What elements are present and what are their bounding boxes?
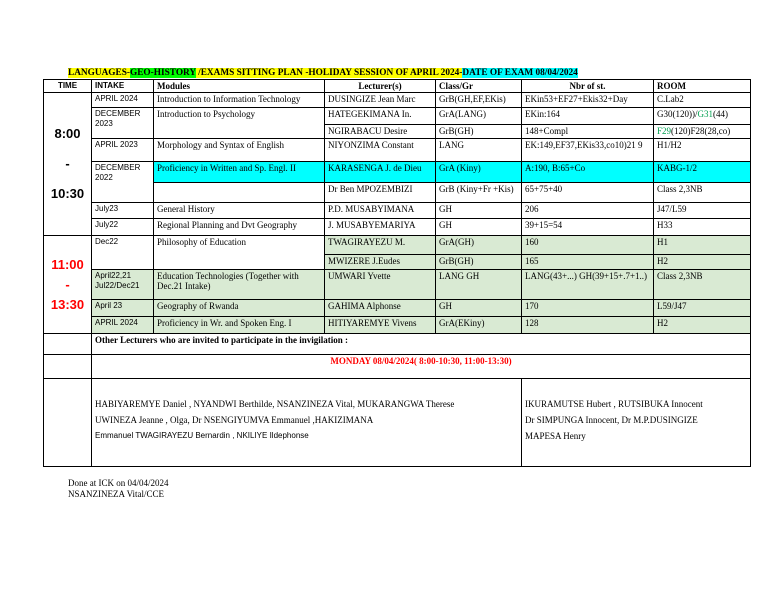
intake-cell: APRIL 2024 <box>92 317 154 334</box>
nbr-cell: 65+75+40 <box>522 183 654 203</box>
room-cell: H2 <box>654 255 751 270</box>
document-footer <box>68 478 169 500</box>
module-cell <box>154 183 325 203</box>
intake-cell: DECEMBER 2023 <box>92 108 154 139</box>
lecturer-cell: HITIYAREMYE Vivens <box>325 317 436 334</box>
time-slot-morning <box>44 93 92 236</box>
title-geo-history: GEO-HISTORY <box>130 68 196 78</box>
class-cell: GrA (Kiny) <box>436 162 522 183</box>
exam-plan-table <box>43 79 751 467</box>
invigilators-line: HABIYAREMYE Daniel , NYANDWI Berthilde, NSANZINEZA Vital, MUKARANGWA Therese <box>95 399 455 409</box>
nbr-cell: EK:149,EF37,EKis33,co10)21 9 <box>522 139 654 162</box>
room-cell: H1 <box>654 236 751 255</box>
nbr-cell: 160 <box>522 236 654 255</box>
header-time: TIME <box>44 80 92 93</box>
intake-cell: July22 <box>92 219 154 236</box>
nbr-cell: 128 <box>522 317 654 334</box>
invigilators-line: Dr SIMPUNGA Innocent, Dr M.P.DUSINGIZE <box>525 415 698 425</box>
time-end: 10:30 <box>50 186 85 201</box>
nbr-cell: LANG(43+...) GH(39+15+.7+1..) <box>522 270 654 300</box>
module-cell: Regional Planning and Dvt Geography <box>154 219 325 236</box>
table-row <box>44 300 751 317</box>
lecturer-cell: NIYONZIMA Constant <box>325 139 436 162</box>
table-row <box>44 236 751 255</box>
intake-cell: July23 <box>92 203 154 219</box>
room-cell: Class 2,3NB <box>654 183 751 203</box>
lecturer-cell: DUSINGIZE Jean Marc <box>325 93 436 108</box>
room-cell <box>654 125 751 139</box>
lecturer-cell: NGIRABACU Desire <box>325 125 436 139</box>
nbr-cell: 39+15=54 <box>522 219 654 236</box>
header-lecturer: Lecturer(s) <box>325 80 436 93</box>
nbr-cell: 170 <box>522 300 654 317</box>
class-cell: LANG <box>436 139 522 162</box>
nbr-cell: 148+Compl <box>522 125 654 139</box>
module-cell: Proficiency in Wr. and Spoken Eng. I <box>154 317 325 334</box>
invigilators-left <box>92 379 522 467</box>
spacer-cell <box>44 355 92 379</box>
class-cell: GH <box>436 219 522 236</box>
room-part: (120)F28(28,co) <box>671 126 731 136</box>
lecturer-cell: J. MUSABYEMARIYA <box>325 219 436 236</box>
invigilators-line: UWINEZA Jeanne , Olga, Dr NSENGIYUMVA Emmanuel ,HAKIZIMANA <box>95 415 374 425</box>
spacer-cell <box>44 334 92 355</box>
module-cell: General History <box>154 203 325 219</box>
module-cell: Introduction to Information Technology <box>154 93 325 108</box>
lecturer-cell: KARASENGA J. de Dieu <box>325 162 436 183</box>
intake-cell: Dec22 <box>92 236 154 270</box>
class-cell: GrB(GH) <box>436 255 522 270</box>
module-cell: Geography of Rwanda <box>154 300 325 317</box>
invigilators-line: IKURAMUTSE Hubert , RUTSIBUKA Innocent <box>525 399 703 409</box>
class-cell: GrB(GH,EF,EKis) <box>436 93 522 108</box>
nbr-cell: EKin:164 <box>522 108 654 125</box>
nbr-cell: EKin53+EF27+Ekis32+Day <box>522 93 654 108</box>
invigilators-line: Emmanuel TWAGIRAYEZU Bernardin , NKILIYE Ildephonse <box>95 431 309 440</box>
class-cell: GrB (Kiny+Fr +Kis) <box>436 183 522 203</box>
intake-cell: April22,21 Jul22/Dec21 <box>92 270 154 300</box>
table-row <box>44 317 751 334</box>
intake-cell: April 23 <box>92 300 154 317</box>
title-exam-date: DATE OF EXAM 08/04/2024 <box>462 68 578 78</box>
room-cell: Class 2,3NB <box>654 270 751 300</box>
room-cell: H1/H2 <box>654 139 751 162</box>
class-cell: GH <box>436 300 522 317</box>
module-cell: Philosophy of Education <box>154 236 325 270</box>
lecturer-cell: MWIZERE J.Eudes <box>325 255 436 270</box>
table-row <box>44 334 751 355</box>
table-row <box>44 139 751 162</box>
class-cell: GrA(EKiny) <box>436 317 522 334</box>
invigilators-right <box>522 379 751 467</box>
class-cell: GrA(LANG) <box>436 108 522 125</box>
table-row <box>44 108 751 125</box>
title-session: /EXAMS SITTING PLAN -HOLIDAY SESSION OF APRIL 2024- <box>195 68 463 78</box>
lecturer-cell: UMWARI Yvette <box>325 270 436 300</box>
footer-done-at: Done at ICK on 04/04/2024 <box>68 478 169 488</box>
footer-signatory: NSANZINEZA Vital/CCE <box>68 489 165 499</box>
invigilators-line: MAPESA Henry <box>525 431 586 441</box>
title-languages: LANGUAGES- <box>68 68 130 78</box>
document-title <box>68 68 578 78</box>
module-cell: Education Technologies (Together with Dec.21 Intake) <box>154 270 325 300</box>
lecturer-cell: P.D. MUSABYIMANA <box>325 203 436 219</box>
room-part-green: F29 <box>657 126 672 136</box>
table-row <box>44 355 751 379</box>
table-row <box>44 219 751 236</box>
time-slot-afternoon <box>44 236 92 334</box>
nbr-cell: A:190, B:65+Co <box>522 162 654 183</box>
lecturer-cell: GAHIMA Alphonse <box>325 300 436 317</box>
monday-schedule: MONDAY 08/04/2024( 8:00-10:30, 11:00-13:30) <box>92 355 751 379</box>
class-cell: GrB(GH) <box>436 125 522 139</box>
time-dash: - <box>65 276 70 292</box>
room-cell: L59/J47 <box>654 300 751 317</box>
time-end: 13:30 <box>50 296 85 312</box>
time-start: 8:00 <box>54 126 81 141</box>
time-start: 11:00 <box>51 256 84 272</box>
room-cell: J47/L59 <box>654 203 751 219</box>
table-row <box>44 379 751 467</box>
class-cell: LANG GH <box>436 270 522 300</box>
intake-cell: APRIL 2023 <box>92 139 154 162</box>
room-cell <box>654 108 751 125</box>
lecturer-cell: HATEGEKIMANA In. <box>325 108 436 125</box>
room-cell: KABG-1/2 <box>654 162 751 183</box>
nbr-cell: 206 <box>522 203 654 219</box>
room-part: G30(120))/ <box>657 109 698 119</box>
room-cell: H33 <box>654 219 751 236</box>
module-cell: Proficiency in Written and Sp. Engl. II <box>154 162 325 183</box>
spacer-cell <box>44 379 92 467</box>
intake-cell: APRIL 2024 <box>92 93 154 108</box>
header-nbr: Nbr of st. <box>522 80 654 93</box>
header-intake: INTAKE <box>92 80 154 93</box>
header-modules: Modules <box>154 80 325 93</box>
class-cell: GH <box>436 203 522 219</box>
table-row <box>44 203 751 219</box>
room-cell: H2 <box>654 317 751 334</box>
other-lecturers-heading: Other Lecturers who are invited to participate in the invigilation : <box>92 334 751 355</box>
room-cell: C.Lab2 <box>654 93 751 108</box>
header-room: ROOM <box>654 80 751 93</box>
header-row <box>44 80 751 93</box>
table-row <box>44 162 751 183</box>
table-row <box>44 270 751 300</box>
table-row <box>44 93 751 108</box>
room-part-green: G31 <box>697 109 713 119</box>
module-cell: Introduction to Psychology <box>154 108 325 139</box>
time-dash: - <box>65 156 70 171</box>
class-cell: GrA(GH) <box>436 236 522 255</box>
nbr-cell: 165 <box>522 255 654 270</box>
lecturer-cell: TWAGIRAYEZU M. <box>325 236 436 255</box>
module-cell: Morphology and Syntax of English <box>154 139 325 162</box>
intake-cell: DECEMBER 2022 <box>92 162 154 203</box>
header-class: Class/Gr <box>436 80 522 93</box>
lecturer-cell: Dr Ben MPOZEMBIZI <box>325 183 436 203</box>
room-part: (44) <box>713 109 728 119</box>
